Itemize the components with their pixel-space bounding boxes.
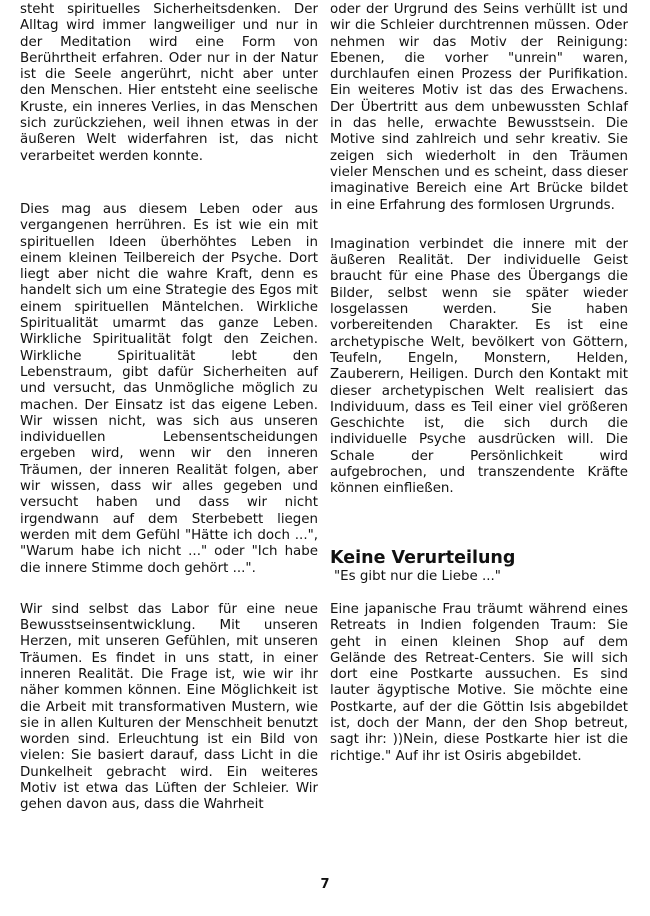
- left-column: [20, 2, 318, 814]
- section-subtitle: "Es gibt nur die Liebe ...": [334, 568, 501, 584]
- paragraph: steht spirituelles Sicherheitsdenken. Der Alltag wird immer langweiliger und nur in der Meditation wird eine Form von Berührtheit erfahren. Oder nur in der Natur ist die Seele angerührt, nicht aber unter den Menschen. Hier entsteht eine seelische Kruste, ein inneres Verlies, in das Menschen sich zurückziehen, weil ihnen etwas in der äußeren Welt widerfahren ist, das nicht verarbeitet werden konnte.: [20, 2, 318, 164]
- section-heading: Keine Verurteilung: [330, 547, 516, 568]
- right-column: [330, 2, 628, 765]
- paragraph: Dies mag aus diesem Leben oder aus vergangenen herrühren. Es ist wie ein mit spirituellen Ideen überhöhtes Leben in einem kleinen Teilbereich der Psyche. Dort liegt aber nicht die wahre Kraft, denn es handelt sich um eine Strategie des Egos mit einem spirituellen Mäntelchen. Wirkliche Spiritualität umarmt das ganze Leben. Wirkliche Spiritualität folgt den Zeichen. Wirkliche Spiritualität lebt den Lebenstraum, gibt dafür Sicherheiten auf und versucht, das Unmögliche möglich zu machen. Der Einsatz ist das eigene Leben. Wir wissen nicht, was sich aus unseren individuellen Lebensentscheidungen ergeben wird, wenn wir den inneren Träumen, der inneren Realität folgen, aber wir wissen, dass wir alles gegeben und versucht haben und dass wir nicht irgendwann auf dem Sterbebett liegen werden mit dem Gefühl "Hätte ich doch ...", "Warum habe ich nicht ..." oder "Ich habe die innere Stimme doch gehört ...".: [20, 201, 318, 576]
- paragraph: Wir sind selbst das Labor für eine neue Bewusstseinsentwicklung. Mit unseren Herzen, mit unseren Gefühlen, mit unseren Träumen. Es findet in uns statt, in einer inneren Realität. Die Frage ist, wie wir ihr näher kommen können. Eine Möglichkeit ist die Arbeit mit transformativen Mustern, wie sie in allen Kulturen der Menschheit benutzt worden sind. Erleuchtung ist ein Bild von vielen: Sie basiert darauf, dass Licht in die Dunkelheit gebracht wird. Ein weiteres Motiv ist etwa das Lüften der Schleier. Wir gehen davon aus, dass die Wahrheit: [20, 601, 318, 813]
- paragraph: Eine japanische Frau träumt während eines Retreats in Indien folgenden Traum: Sie geht in einen kleinen Shop auf dem Gelände des Retreat-Centers. Sie will sich dort eine Postkarte aussuchen. Es sind lauter ägyptische Motive. Sie möchte eine Postkarte, auf der die Göttin Isis abgebildet ist, doch der Mann, der den Shop betreut, sagt ihr: ))Nein, diese Postkarte hier ist die richtige." Auf ihr ist Osiris abgebildet.: [330, 601, 628, 764]
- paragraph: oder der Urgrund des Seins verhüllt ist und wir die Schleier durchtrennen müssen. Oder nehmen wir das Motiv der Reinigung: Ebenen, die vorher "unrein" waren, durchlaufen einen Prozess der Purifikation. Ein weiteres Motiv ist das des Erwachens. Der Übertritt aus dem unbewussten Schlaf in das helle, erwachte Bewusstsein. Die Motive sind zahlreich und sehr kreativ. Sie zeigen sich wiederholt in den Träumen vieler Menschen und es scheint, dass dieser imaginative Bereich eine Art Brücke bildet in eine Erfahrung des formlosen Urgrunds.: [330, 2, 628, 213]
- page-number: 7: [320, 877, 330, 892]
- paragraph: Imagination verbindet die innere mit der äußeren Realität. Der individuelle Geist braucht für eine Phase des Übergangs die Bilder, selbst wenn sie später wieder losgelassen werden. Sie haben vorbereitenden Charakter. Es ist eine archetypische Welt, bevölkert von Göttern, Teufeln, Engeln, Monstern, Helden, Zauberern, Heiligen. Durch den Kontakt mit dieser archetypischen Welt realisiert das Individuum, dass es Teil einer viel größeren Geschichte ist, die sich durch die individuelle Psyche ausdrücken will. Die Schale der Persönlichkeit wird aufgebrochen, und transzendente Kräfte können einfließen.: [330, 236, 628, 497]
